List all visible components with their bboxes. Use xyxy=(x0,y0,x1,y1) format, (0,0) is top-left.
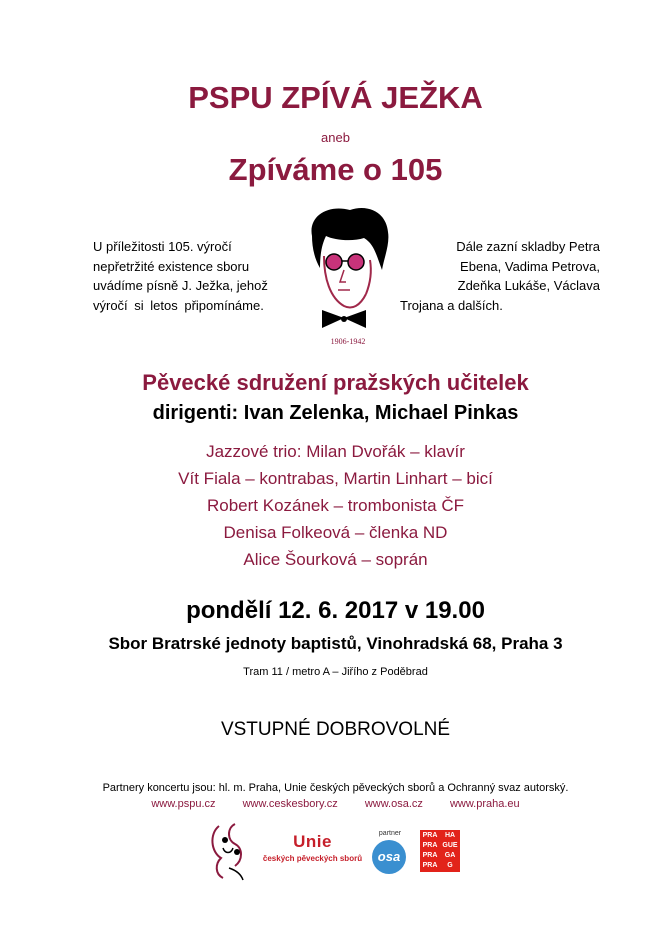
performers-list xyxy=(0,438,671,573)
choir-name: Pěvecké sdružení pražských učitelek xyxy=(142,370,529,395)
praha-cell: PRA xyxy=(422,852,438,859)
intro-right-line: Dále zazní skladby Petra xyxy=(456,239,600,254)
intro-right-text xyxy=(400,237,600,315)
intro-left-line: výročí si letos připomínáme. xyxy=(93,297,264,313)
link-praha[interactable]: www.praha.eu xyxy=(449,798,520,810)
intro-right-line: Zdeňka Lukáše, Václava xyxy=(457,278,600,293)
link-osa[interactable]: www.osa.cz xyxy=(364,798,423,810)
link-ceskesbory[interactable]: www.ceskesbory.cz xyxy=(242,798,338,810)
conductors: dirigenti: Ivan Zelenka, Michael Pinkas xyxy=(152,402,519,424)
praha-cell: GUE xyxy=(442,842,458,849)
portrait-years: 1906-1942 xyxy=(330,337,366,346)
poster-title: PSPU ZPÍVÁ JEŽKA xyxy=(188,80,483,115)
entry-fee: VSTUPNÉ DOBROVOLNÉ xyxy=(220,719,451,740)
poster-subtitle: Zpíváme o 105 xyxy=(228,152,443,187)
osa-logo-partner: partner xyxy=(378,830,402,837)
osa-logo-mark: osa xyxy=(372,840,406,874)
pspu-logo xyxy=(205,818,255,882)
praha-cell: HA xyxy=(444,832,456,839)
intro-right-line: Ebena, Vadima Petrova, xyxy=(460,258,600,274)
osa-logo xyxy=(368,830,412,876)
unie-logo xyxy=(260,832,365,872)
praha-cell: PRA xyxy=(422,842,438,849)
praha-logo-grid xyxy=(420,830,460,871)
event-venue: Sbor Bratrské jednoty baptistů, Vinohradská 68, Praha 3 xyxy=(108,634,563,653)
unie-logo-title: Unie xyxy=(293,832,332,851)
intro-left-line: U příležitosti 105. výročí xyxy=(93,239,232,254)
partner-links xyxy=(0,798,671,810)
praha-cell: PRA xyxy=(422,832,438,839)
performer-item: Jazzové trio: Milan Dvořák – klavír xyxy=(206,442,465,461)
praha-cell: GA xyxy=(444,852,456,859)
pspu-logo-icon xyxy=(205,818,255,882)
title-connector: aneb xyxy=(321,130,350,145)
portrait-icon xyxy=(300,198,400,348)
praha-cell: PRA xyxy=(422,862,438,869)
intro-right-line: Trojana a dalších. xyxy=(400,297,503,313)
transport-info: Tram 11 / metro A – Jiřího z Poděbrad xyxy=(243,666,428,678)
performer-item: Denisa Folkeová – členka ND xyxy=(223,523,448,542)
intro-left-line: uvádíme písně J. Ježka, jehož xyxy=(93,278,268,293)
link-pspu[interactable]: www.pspu.cz xyxy=(151,798,216,810)
jezek-portrait-illustration xyxy=(300,198,400,348)
unie-logo-subtitle: českých pěveckých sborů xyxy=(262,854,363,863)
praha-logo xyxy=(420,830,460,872)
event-date: pondělí 12. 6. 2017 v 19.00 xyxy=(186,597,485,624)
performer-item: Alice Šourková – soprán xyxy=(243,550,428,569)
intro-left-line: nepřetržité existence sboru xyxy=(93,258,250,274)
partners-text: Partnery koncertu jsou: hl. m. Praha, Unie českých pěveckých sborů a Ochranný svaz autorský. xyxy=(102,782,569,794)
intro-left-text xyxy=(93,237,308,315)
performer-item: Vít Fiala – kontrabas, Martin Linhart – bicí xyxy=(178,469,493,488)
performer-item: Robert Kozánek – trombonista ČF xyxy=(206,496,464,515)
praha-cell: G xyxy=(447,862,453,869)
